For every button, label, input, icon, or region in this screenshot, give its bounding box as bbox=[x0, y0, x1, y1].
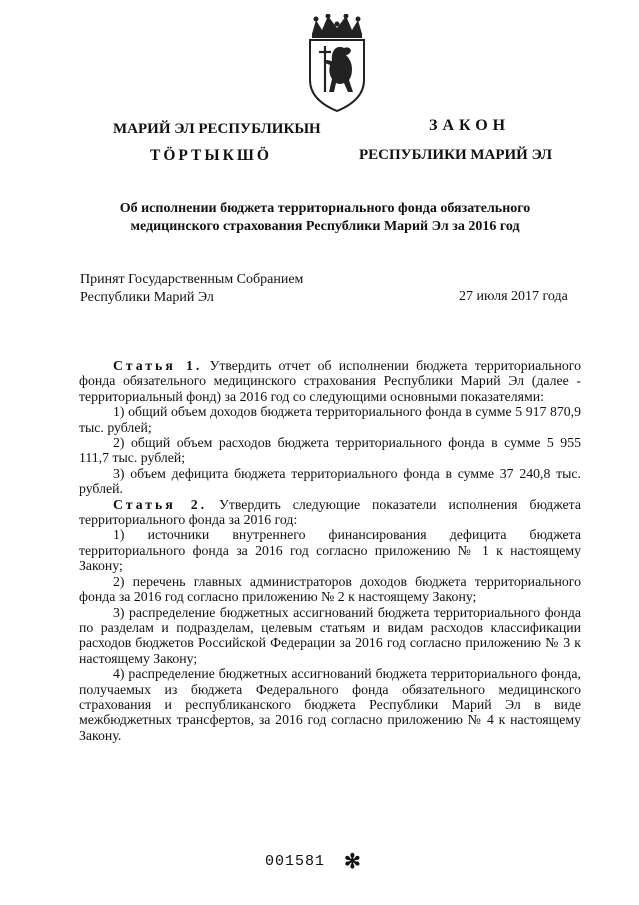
article-2-item: 1) источники внутреннего финансирования дефицита бюджета территориального фонда за 2016 год согласно приложению № 1 к настоящему Закону; bbox=[79, 527, 581, 574]
article-2-intro bbox=[79, 497, 581, 528]
article-2-item: 4) распределение бюджетных ассигнований бюджета территориального фонда, получаемых из бюджета Федерального фонда обязательного медицинского страхования и республиканского бюджета Республики Марий Эл в виде межбюджетных трансфертов, за 2016 год согласно приложению № 4 к настоящему Закону. bbox=[79, 666, 581, 743]
adoption-statement bbox=[80, 271, 303, 307]
asterisk-mark-icon: ✻ bbox=[344, 851, 361, 873]
coat-of-arms-emblem bbox=[298, 14, 376, 114]
article-1-heading: Статья 1. bbox=[113, 358, 203, 373]
law-body bbox=[79, 358, 581, 743]
article-1-intro bbox=[79, 358, 581, 404]
adoption-date: 27 июля 2017 года bbox=[459, 289, 568, 304]
article-1-item: 2) общий объем расходов бюджета территориального фонда в сумме 5 955 111,7 тыс. рублей; bbox=[79, 435, 581, 466]
document-title bbox=[90, 200, 560, 236]
adoption-line-2: Республики Марий Эл bbox=[80, 290, 214, 305]
article-1-item: 1) общий объем доходов бюджета территориального фонда в сумме 5 917 870,9 тыс. рублей; bbox=[79, 404, 581, 435]
header-marian-line2: ТӦРТЫКШӦ bbox=[150, 147, 272, 164]
adoption-line-1: Принят Государственным Собранием bbox=[80, 272, 304, 287]
title-line-1: Об исполнении бюджета территориального фонда обязательного bbox=[119, 201, 531, 216]
crown-icon bbox=[312, 14, 362, 38]
header-law-title: ЗАКОН bbox=[429, 117, 511, 134]
article-1-text: Утвердить отчет об исполнении бюджета территориального фонда обязательного медицинского страхования Республики Марий Эл (далее - территориальный фонд) за 2016 год со следующими основными показателями: bbox=[79, 358, 581, 404]
article-2-item: 3) распределение бюджетных ассигнований бюджета территориального фонда по разделам и подразделам, целевым статьям и видам расходов классификации расходов бюджетов Российской Федерации за 2016 год согласно приложению № 3 к настоящему Закону; bbox=[79, 604, 581, 666]
header-marian-line1: МАРИЙ ЭЛ РЕСПУБЛИКЫН bbox=[113, 121, 321, 137]
serial-number: 001581 bbox=[265, 853, 326, 870]
article-2-heading: Статья 2. bbox=[113, 496, 208, 512]
article-1-item: 3) объем дефицита бюджета территориального фонда в сумме 37 240,8 тыс. рублей. bbox=[79, 465, 581, 497]
article-2-text: Утвердить следующие показатели исполнения бюджета территориального фонда за 2016 год: bbox=[79, 496, 581, 528]
article-2-item: 2) перечень главных администраторов доходов бюджета территориального фонда за 2016 год согласно приложению № 2 к настоящему Закону; bbox=[79, 573, 581, 605]
title-line-2: медицинского страхования Республики Марий Эл за 2016 год bbox=[130, 219, 520, 234]
header-republic-name: РЕСПУБЛИКИ МАРИЙ ЭЛ bbox=[359, 147, 553, 163]
